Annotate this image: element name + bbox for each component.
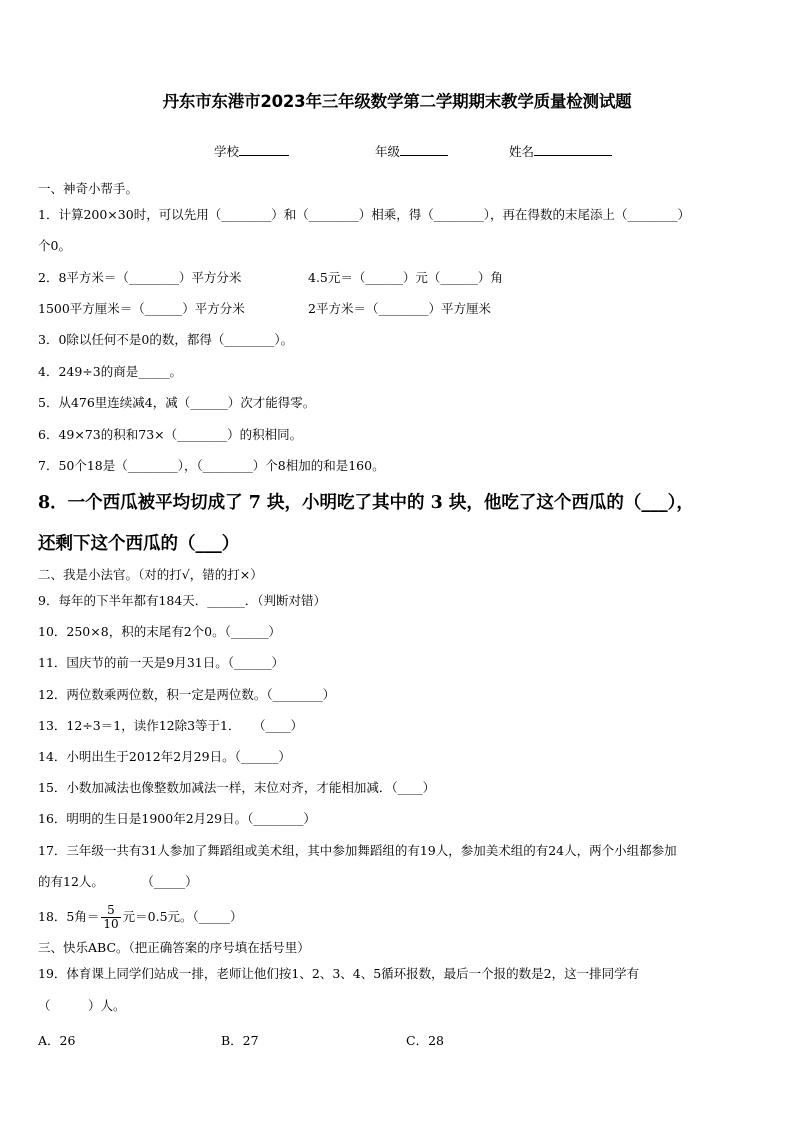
- page-title: 丹东市东港市2023年三年级数学第二学期期末教学质量检测试题: [162, 92, 632, 111]
- section-heading-3: 三、快乐ABC。（把正确答案的序号填在括号里）: [38, 940, 310, 955]
- option-a[interactable]: A．26: [38, 1033, 76, 1048]
- question-16: 16．明明的生日是1900年2月29日。（________）: [38, 811, 316, 826]
- question-4: 4．249÷3的商是_____。: [38, 364, 182, 379]
- name-label: 姓名: [509, 144, 535, 159]
- fraction-numerator: 5: [107, 903, 115, 917]
- question-19-continued: （ ）人。: [38, 998, 126, 1013]
- question-18-suffix: 元＝0.5元。（_____）: [122, 909, 243, 924]
- question-2-part-a: 2．8平方米＝（________）平方分米: [38, 270, 242, 285]
- grade-field: [375, 142, 448, 160]
- question-12: 12．两位数乘两位数，积一定是两位数。（________）: [38, 687, 336, 702]
- grade-blank[interactable]: [400, 143, 448, 156]
- question-2-part-c: 1500平方厘米＝（______）平方分米: [38, 301, 245, 316]
- section-heading-2: 二、我是小法官。（对的打√，错的打×）: [38, 567, 263, 582]
- question-17-continued: 的有12人。 （_____）: [38, 874, 198, 889]
- question-18-prefix: 18．5角＝: [38, 909, 100, 924]
- school-blank[interactable]: [239, 143, 289, 156]
- question-6: 6．49×73的积和73×（________）的积相同。: [38, 427, 303, 442]
- question-3: 3．0除以任何不是0的数，都得（________）。: [38, 332, 294, 347]
- section-heading-1: 一、神奇小帮手。: [38, 181, 139, 196]
- question-10: 10．250×8，积的末尾有2个0。（______）: [38, 624, 281, 639]
- question-15: 15．小数加减法也像整数加减法一样，末位对齐，才能相加减．（____）: [38, 780, 436, 795]
- question-8: 8．一个西瓜被平均切成了 7 块，小明吃了其中的 3 块，他吃了这个西瓜的（___），: [38, 493, 694, 513]
- school-label: 学校: [214, 144, 240, 159]
- option-c[interactable]: C．28: [406, 1033, 444, 1048]
- name-field: [509, 142, 612, 160]
- fraction-denominator: 10: [103, 917, 119, 931]
- school-field: [214, 142, 289, 160]
- name-blank[interactable]: [534, 143, 612, 156]
- grade-label: 年级: [375, 144, 401, 159]
- question-8-continued: 还剩下这个西瓜的（___）: [38, 534, 240, 554]
- question-7: 7．50个18是（________），（________）个8相加的和是160。: [38, 458, 385, 473]
- question-1-continued: 个0。: [38, 238, 71, 253]
- question-11: 11．国庆节的前一天是9月31日。（______）: [38, 655, 285, 670]
- question-19: 19．体育课上同学们站成一排，老师让他们按1、2、3、4、5循环报数，最后一个报的数是2，这一排同学有: [38, 966, 640, 981]
- question-18: [38, 902, 243, 932]
- question-13: 13．12÷3＝1，读作12除3等于1． （____）: [38, 718, 304, 733]
- question-2-part-d: 2平方米＝（________）平方厘米: [308, 301, 491, 316]
- option-b[interactable]: B．27: [221, 1033, 259, 1048]
- question-9: 9．每年的下半年都有184天．______．（判断对错）: [38, 593, 327, 608]
- question-5: 5．从476里连续减4，减（______）次才能得零。: [38, 395, 316, 410]
- question-14: 14．小明出生于2012年2月29日。（______）: [38, 749, 291, 764]
- question-2-part-b: 4.5元＝（______）元（______）角: [308, 270, 503, 285]
- question-1: 1．计算200×30时，可以先用（________）和（________）相乘，得（________），再在得数的末尾添上（________）: [38, 207, 690, 222]
- fraction: [101, 904, 120, 931]
- question-17: 17．三年级一共有31人参加了舞蹈组或美术组，其中参加舞蹈组的有19人，参加美术组的有24人，两个小组都参加: [38, 843, 677, 858]
